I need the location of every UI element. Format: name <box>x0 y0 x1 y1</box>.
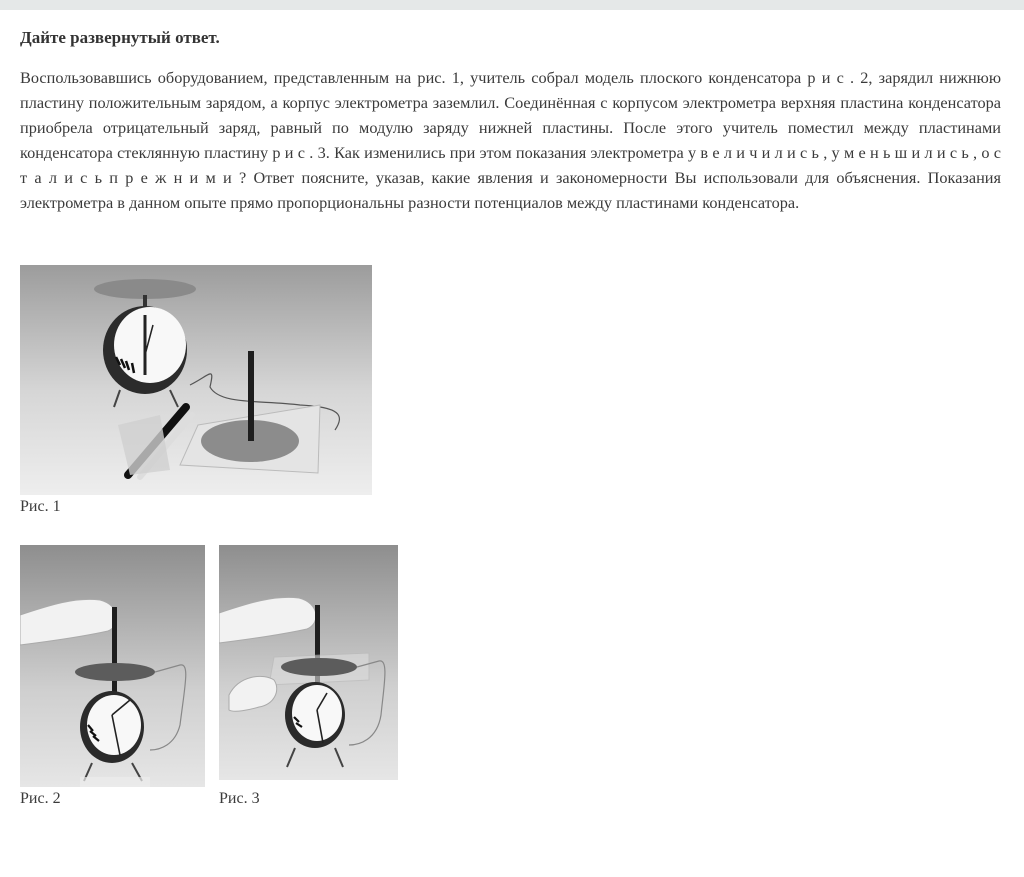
figure-2 <box>20 545 205 810</box>
task-heading: Дайте развернутый ответ. <box>20 28 220 47</box>
figure-3-image <box>219 545 398 780</box>
figure-1 <box>20 265 372 515</box>
task-text: Воспользовавшись оборудованием, представленным на рис. 1, учитель собрал модель плоского конденсатора р и с . 2, зарядил нижнюю пластину положительным зарядом, а корпус электрометра заземлил. Соединённая с корпусом электрометра верхняя пластина конденсатора приобрела отрицательный заряд, равный по модулю заряду нижней пластины. После этого учитель поместил между пластинами конденсатора стеклянную пластину р и с . 3. Как изменились при этом показания электрометра у в е л и ч и л и с ь , у м е н ь ш и л и с ь , о с т а л и с ь п р е ж н и м и ? Ответ поясните, указав, какие явления и закономерности Вы использовали для объяснения. Показания электрометра в данном опыте прямо пропорциональны разности потенциалов между пластинами конденсатора. <box>20 68 1001 212</box>
figure-1-caption: Рис. 1 <box>20 498 61 515</box>
figure-3 <box>219 545 398 810</box>
figure-1-image <box>20 265 372 495</box>
figure-3-caption: Рис. 3 <box>219 790 260 807</box>
figure-2-image <box>20 545 205 787</box>
top-bar <box>0 0 1024 10</box>
figure-2-caption: Рис. 2 <box>20 790 61 807</box>
